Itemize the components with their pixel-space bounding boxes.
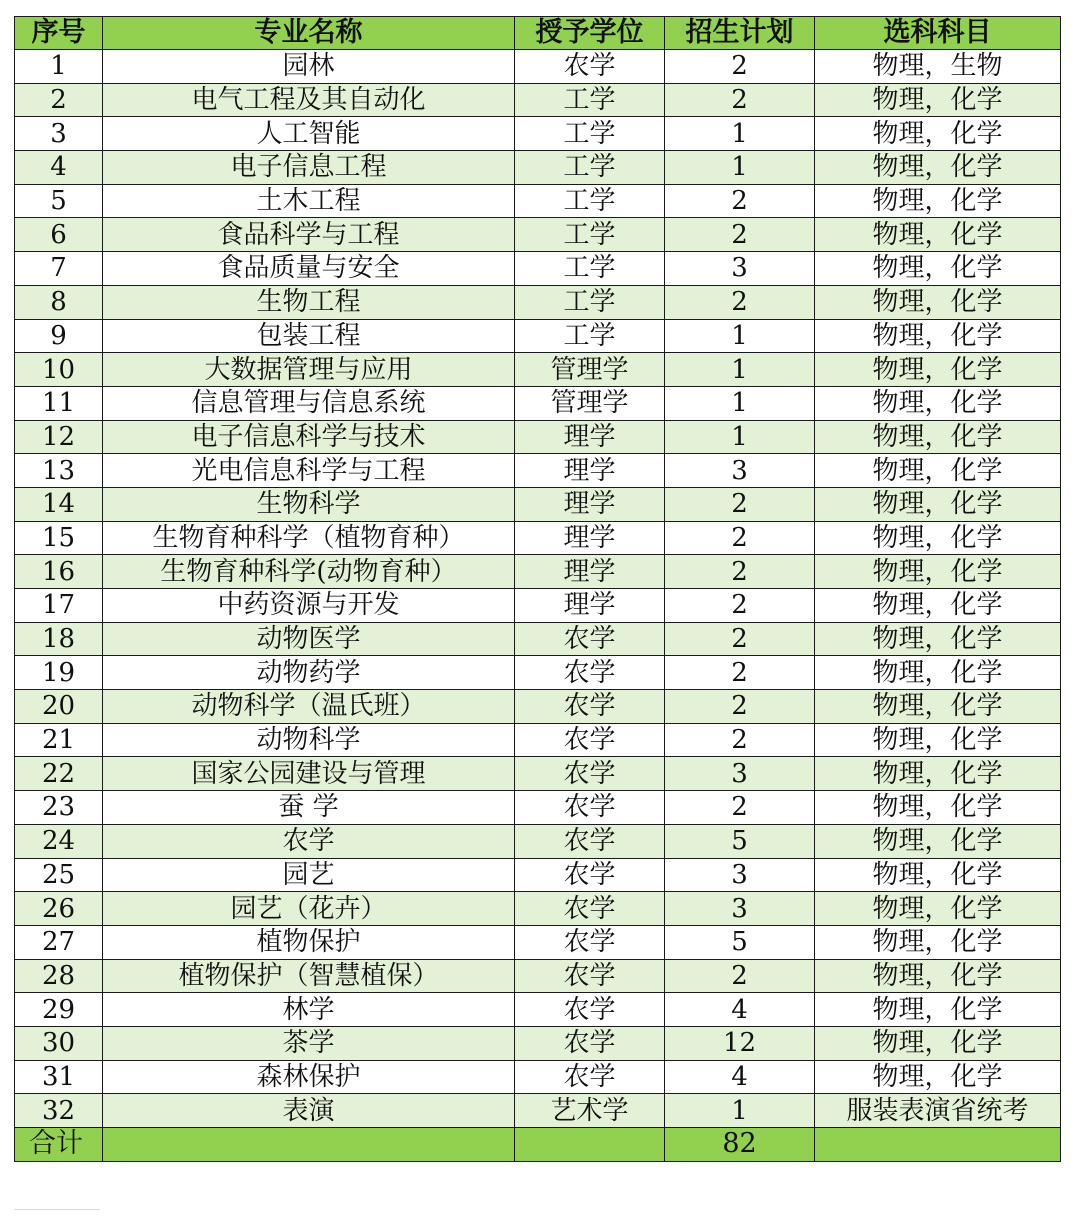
cell-subjects[interactable]: 物理，化学 [815,589,1061,623]
cell-plan[interactable]: 2 [665,723,815,757]
cell-plan[interactable]: 2 [665,83,815,117]
cell-major-name[interactable]: 光电信息科学与工程 [103,454,515,488]
cell-subjects[interactable]: 物理，化学 [815,487,1061,521]
cell-degree[interactable]: 农学 [515,622,665,656]
cell-major-name[interactable]: 蚕 学 [103,791,515,825]
cell-degree[interactable]: 农学 [515,1026,665,1060]
cell-subjects[interactable]: 物理，化学 [815,420,1061,454]
table-row [15,319,1061,353]
cell-index[interactable]: 20 [15,690,103,724]
cell-plan[interactable]: 1 [665,151,815,185]
cell-major-name[interactable]: 电子信息工程 [103,151,515,185]
cell-major-name[interactable]: 动物科学 [103,723,515,757]
cell-subjects[interactable]: 物理，化学 [815,151,1061,185]
total-row [15,1128,1061,1162]
cell-index[interactable]: 15 [15,521,103,555]
cell-subjects[interactable]: 物理，化学 [815,690,1061,724]
cell-plan[interactable]: 2 [665,589,815,623]
cell-subjects[interactable]: 物理，化学 [815,1026,1061,1060]
cell-subjects[interactable]: 物理，化学 [815,386,1061,420]
table-row [15,858,1061,892]
cell-plan[interactable]: 3 [665,454,815,488]
cell-index[interactable]: 22 [15,757,103,791]
table-row [15,757,1061,791]
table-row [15,622,1061,656]
table-row [15,521,1061,555]
cell-subjects[interactable]: 物理，化学 [815,858,1061,892]
cell-plan[interactable]: 2 [665,487,815,521]
cell-degree[interactable]: 理学 [515,521,665,555]
cell-subjects[interactable]: 物理，化学 [815,656,1061,690]
cell-index[interactable]: 2 [15,83,103,117]
cell-degree[interactable]: 农学 [515,993,665,1027]
cell-major-name[interactable]: 动物科学（温氏班） [103,690,515,724]
cell-subjects[interactable]: 物理，化学 [815,791,1061,825]
enrollment-table [14,16,1061,1162]
cell-plan[interactable]: 5 [665,925,815,959]
cell-degree[interactable]: 理学 [515,589,665,623]
cell-major-name[interactable]: 森林保护 [103,1060,515,1094]
cell-major-name[interactable]: 食品质量与安全 [103,252,515,286]
cell-index[interactable]: 9 [15,319,103,353]
cell-plan[interactable]: 2 [665,285,815,319]
cell-major-name[interactable]: 食品科学与工程 [103,218,515,252]
table-row [15,993,1061,1027]
cell-plan[interactable]: 2 [665,50,815,84]
cell-degree[interactable]: 工学 [515,218,665,252]
cell-plan[interactable]: 12 [665,1026,815,1060]
cell-plan[interactable]: 2 [665,959,815,993]
cell-subjects[interactable]: 物理，化学 [815,319,1061,353]
table-row [15,420,1061,454]
header-subjects[interactable]: 选科科目 [815,17,1061,50]
cell-major-name[interactable]: 国家公园建设与管理 [103,757,515,791]
cell-degree[interactable]: 农学 [515,791,665,825]
cell-degree[interactable]: 管理学 [515,353,665,387]
table-row [15,487,1061,521]
table-row [15,959,1061,993]
header-degree[interactable]: 授予学位 [515,17,665,50]
cell-major-name[interactable]: 包装工程 [103,319,515,353]
table-row [15,1026,1061,1060]
cell-subjects[interactable]: 物理，化学 [815,757,1061,791]
total-label[interactable]: 合计 [15,1128,103,1162]
cell-subjects[interactable]: 物理，化学 [815,218,1061,252]
cell-degree[interactable]: 工学 [515,117,665,151]
table-row [15,353,1061,387]
cell-plan[interactable]: 2 [665,656,815,690]
cell-index[interactable]: 24 [15,824,103,858]
cell-plan[interactable]: 2 [665,622,815,656]
table-row [15,50,1061,84]
cell-index[interactable]: 25 [15,858,103,892]
cell-index[interactable]: 21 [15,723,103,757]
table-row [15,1094,1061,1128]
cell-plan[interactable]: 1 [665,420,815,454]
cell-major-name[interactable]: 信息管理与信息系统 [103,386,515,420]
cell-degree[interactable]: 农学 [515,959,665,993]
cell-plan[interactable]: 2 [665,521,815,555]
cell-plan[interactable]: 5 [665,824,815,858]
cell-major-name[interactable]: 生物育种科学(动物育种） [103,555,515,589]
cell-index[interactable]: 8 [15,285,103,319]
cell-major-name[interactable]: 植物保护（智慧植保） [103,959,515,993]
cell-degree[interactable]: 农学 [515,50,665,84]
cell-plan[interactable]: 2 [665,791,815,825]
table-row [15,656,1061,690]
total-value[interactable]: 82 [665,1128,815,1162]
table-row [15,454,1061,488]
cell-subjects[interactable]: 物理，化学 [815,353,1061,387]
cell-plan[interactable]: 1 [665,353,815,387]
cell-major-name[interactable]: 土木工程 [103,184,515,218]
cell-subjects[interactable]: 物理，化学 [815,959,1061,993]
table-row [15,386,1061,420]
cell-subjects[interactable]: 物理，化学 [815,83,1061,117]
cell-plan[interactable]: 3 [665,757,815,791]
cell-degree[interactable]: 农学 [515,690,665,724]
cell-index[interactable]: 32 [15,1094,103,1128]
cell-major-name[interactable]: 园林 [103,50,515,84]
cell-degree[interactable]: 农学 [515,858,665,892]
cell-major-name[interactable]: 动物药学 [103,656,515,690]
divider [14,1209,100,1210]
cell-major-name[interactable]: 植物保护 [103,925,515,959]
cell-subjects[interactable]: 服装表演省统考 [815,1094,1061,1128]
cell-index[interactable]: 31 [15,1060,103,1094]
cell-degree[interactable]: 理学 [515,555,665,589]
cell-degree[interactable]: 农学 [515,757,665,791]
cell-index[interactable]: 18 [15,622,103,656]
table-row [15,1060,1061,1094]
cell-plan[interactable]: 2 [665,184,815,218]
cell-major-name[interactable]: 林学 [103,993,515,1027]
cell-plan[interactable]: 2 [665,218,815,252]
table-row [15,151,1061,185]
cell-subjects[interactable]: 物理，化学 [815,184,1061,218]
cell-major-name[interactable]: 茶学 [103,1026,515,1060]
cell-degree[interactable]: 工学 [515,83,665,117]
cell-index[interactable]: 11 [15,386,103,420]
cell-degree[interactable]: 工学 [515,285,665,319]
cell-subjects[interactable]: 物理，化学 [815,1060,1061,1094]
cell-degree[interactable]: 农学 [515,723,665,757]
cell-subjects[interactable]: 物理，化学 [815,925,1061,959]
cell-plan[interactable]: 1 [665,117,815,151]
table-row [15,285,1061,319]
cell-index[interactable]: 16 [15,555,103,589]
cell-index[interactable]: 6 [15,218,103,252]
cell-major-name[interactable]: 园艺 [103,858,515,892]
cell-index[interactable]: 14 [15,487,103,521]
cell-plan[interactable]: 1 [665,386,815,420]
table-row [15,925,1061,959]
cell-degree[interactable]: 工学 [515,184,665,218]
header-major-name[interactable]: 专业名称 [103,17,515,50]
cell-index[interactable]: 4 [15,151,103,185]
cell-subjects[interactable]: 物理，化学 [815,622,1061,656]
table-row [15,824,1061,858]
cell-degree[interactable]: 工学 [515,319,665,353]
cell-degree[interactable]: 理学 [515,487,665,521]
cell-index[interactable]: 13 [15,454,103,488]
cell-major-name[interactable]: 电子信息科学与技术 [103,420,515,454]
cell-major-name[interactable]: 生物育种科学（植物育种） [103,521,515,555]
cell-plan[interactable]: 3 [665,252,815,286]
cell-subjects[interactable]: 物理，生物 [815,50,1061,84]
total-empty-cell[interactable] [515,1128,665,1162]
table-row [15,117,1061,151]
cell-plan[interactable]: 3 [665,858,815,892]
cell-major-name[interactable]: 生物工程 [103,285,515,319]
table-row [15,252,1061,286]
cell-plan[interactable]: 3 [665,892,815,926]
cell-degree[interactable]: 农学 [515,824,665,858]
cell-index[interactable]: 23 [15,791,103,825]
cell-index[interactable]: 19 [15,656,103,690]
cell-index[interactable]: 5 [15,184,103,218]
cell-degree[interactable]: 农学 [515,1060,665,1094]
cell-subjects[interactable]: 物理，化学 [815,993,1061,1027]
cell-degree[interactable]: 农学 [515,892,665,926]
cell-plan[interactable]: 4 [665,993,815,1027]
cell-index[interactable]: 10 [15,353,103,387]
cell-index[interactable]: 1 [15,50,103,84]
cell-subjects[interactable]: 物理，化学 [815,454,1061,488]
cell-degree[interactable]: 农学 [515,656,665,690]
cell-major-name[interactable]: 农学 [103,824,515,858]
cell-index[interactable]: 7 [15,252,103,286]
table-row [15,690,1061,724]
cell-subjects[interactable]: 物理，化学 [815,521,1061,555]
cell-degree[interactable]: 工学 [515,252,665,286]
total-empty-cell[interactable] [815,1128,1061,1162]
cell-index[interactable]: 27 [15,925,103,959]
table-row [15,723,1061,757]
table-row [15,218,1061,252]
cell-subjects[interactable]: 物理，化学 [815,892,1061,926]
cell-major-name[interactable]: 中药资源与开发 [103,589,515,623]
cell-major-name[interactable]: 人工智能 [103,117,515,151]
table-row [15,184,1061,218]
cell-index[interactable]: 12 [15,420,103,454]
cell-index[interactable]: 30 [15,1026,103,1060]
cell-index[interactable]: 28 [15,959,103,993]
header-plan[interactable]: 招生计划 [665,17,815,50]
cell-subjects[interactable]: 物理，化学 [815,723,1061,757]
cell-major-name[interactable]: 动物医学 [103,622,515,656]
table-row [15,791,1061,825]
cell-degree[interactable]: 艺术学 [515,1094,665,1128]
cell-index[interactable]: 26 [15,892,103,926]
table-row [15,892,1061,926]
cell-subjects[interactable]: 物理，化学 [815,555,1061,589]
cell-major-name[interactable]: 大数据管理与应用 [103,353,515,387]
table-row [15,83,1061,117]
cell-index[interactable]: 29 [15,993,103,1027]
cell-index[interactable]: 3 [15,117,103,151]
cell-degree[interactable]: 理学 [515,420,665,454]
cell-subjects[interactable]: 物理，化学 [815,252,1061,286]
table-row [15,555,1061,589]
cell-plan[interactable]: 1 [665,1094,815,1128]
cell-major-name[interactable]: 表演 [103,1094,515,1128]
cell-plan[interactable]: 2 [665,690,815,724]
cell-subjects[interactable]: 物理，化学 [815,285,1061,319]
cell-subjects[interactable]: 物理，化学 [815,117,1061,151]
cell-plan[interactable]: 2 [665,555,815,589]
header-index[interactable]: 序号 [15,17,103,50]
cell-degree[interactable]: 农学 [515,925,665,959]
cell-degree[interactable]: 管理学 [515,386,665,420]
total-empty-cell[interactable] [103,1128,515,1162]
cell-degree[interactable]: 理学 [515,454,665,488]
cell-index[interactable]: 17 [15,589,103,623]
table-row [15,589,1061,623]
header-row [15,17,1061,50]
cell-plan[interactable]: 4 [665,1060,815,1094]
cell-degree[interactable]: 工学 [515,151,665,185]
cell-major-name[interactable]: 电气工程及其自动化 [103,83,515,117]
cell-subjects[interactable]: 物理，化学 [815,824,1061,858]
cell-major-name[interactable]: 生物科学 [103,487,515,521]
cell-major-name[interactable]: 园艺（花卉） [103,892,515,926]
cell-plan[interactable]: 1 [665,319,815,353]
